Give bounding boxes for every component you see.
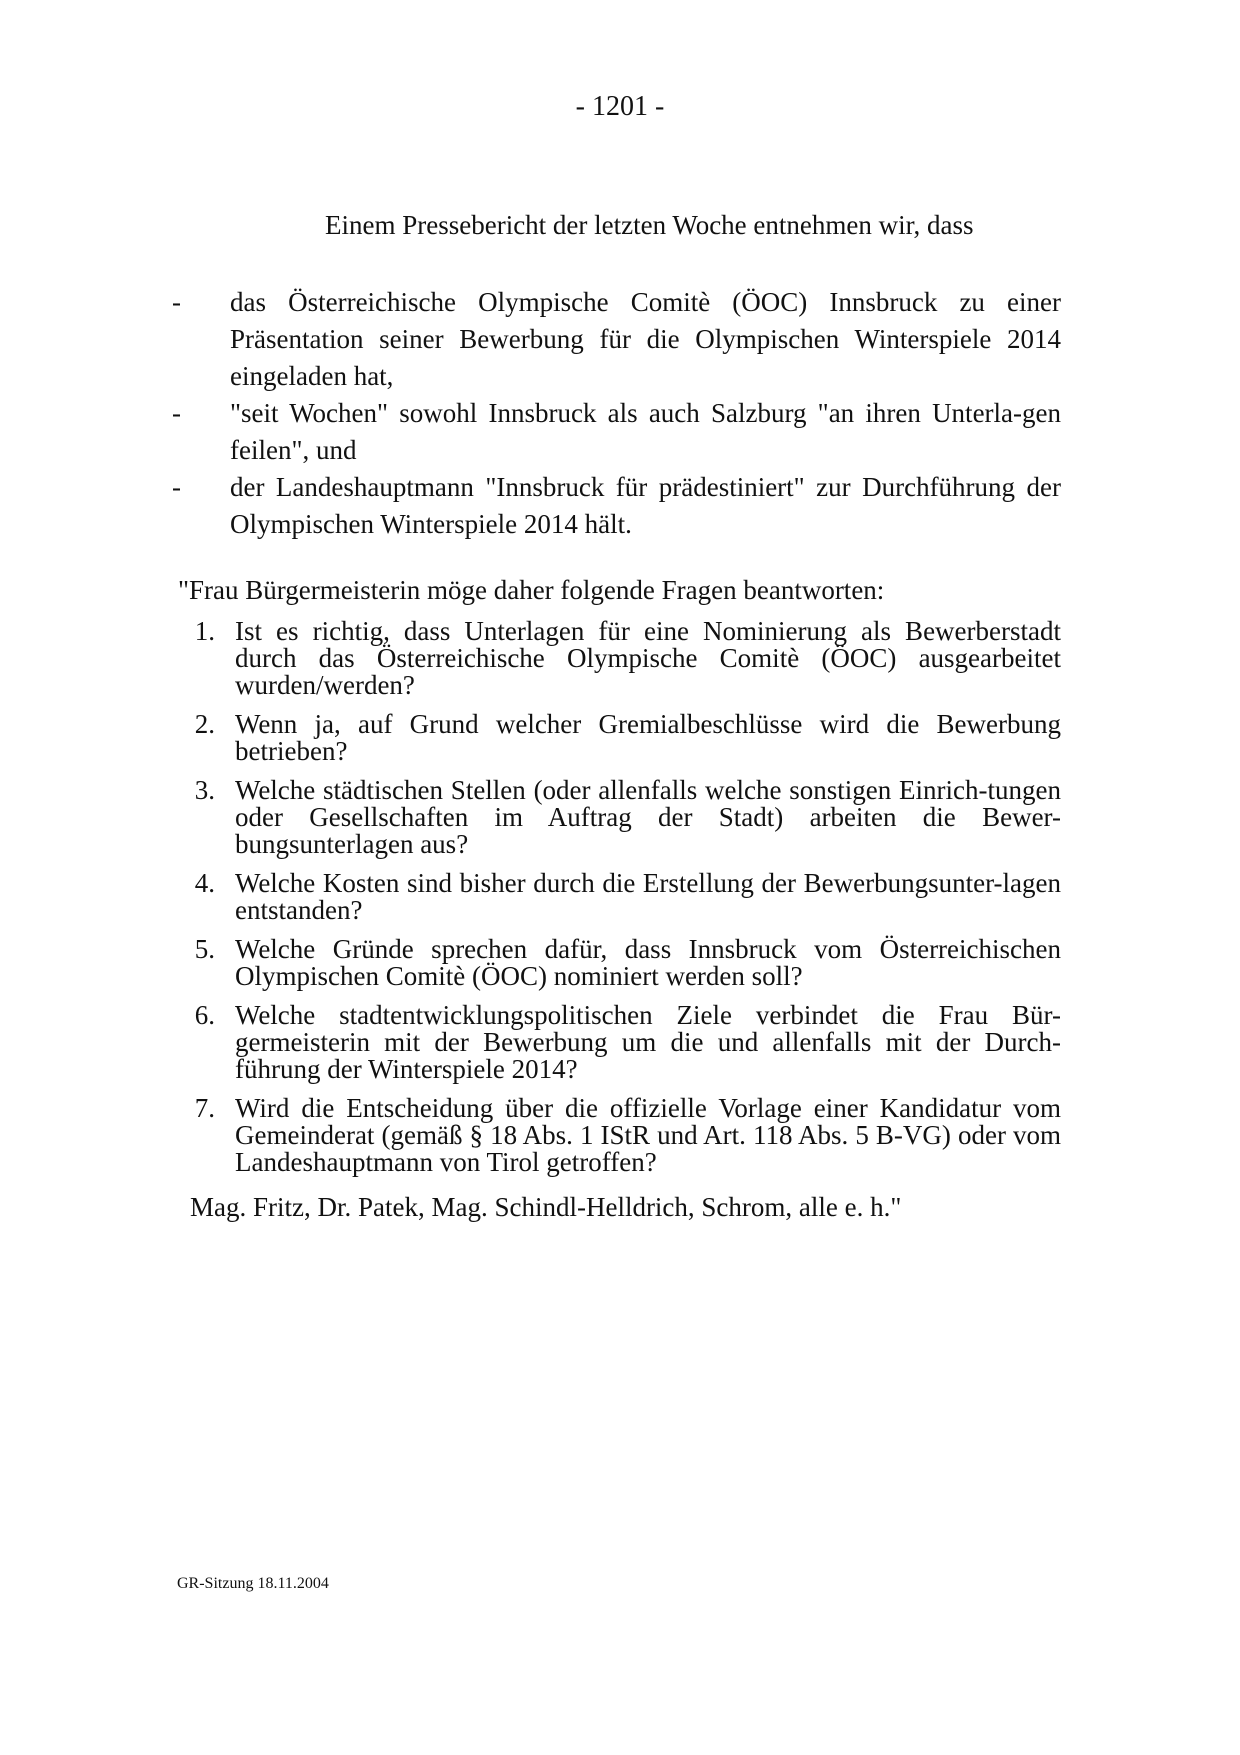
press-report-text: der Landeshauptmann "Innsbruck für prädestiniert" zur Durchführung der Olympischen Winterspiele 2014 hält.	[230, 472, 1061, 539]
press-report-item	[172, 469, 1061, 543]
question-item	[185, 936, 1061, 990]
question-item	[185, 1002, 1061, 1083]
press-report-item	[172, 284, 1061, 395]
press-report-item	[172, 395, 1061, 469]
question-item	[185, 777, 1061, 858]
question-number: 2.	[194, 709, 215, 739]
question-number: 5.	[194, 934, 215, 964]
question-number: 7.	[194, 1093, 215, 1123]
question-item	[185, 870, 1061, 924]
question-number: 4.	[194, 868, 215, 898]
signatories: Mag. Fritz, Dr. Patek, Mag. Schindl-Helldrich, Schrom, alle e. h."	[190, 1192, 902, 1222]
question-number: 1.	[194, 616, 215, 646]
dash-marker: -	[172, 472, 181, 502]
question-text: Wenn ja, auf Grund welcher Gremialbeschlüsse wird die Bewerbung betrieben?	[235, 709, 1061, 766]
page-number: - 1201 -	[575, 91, 665, 122]
question-item	[185, 711, 1061, 765]
question-number: 6.	[194, 1000, 215, 1030]
press-report-text: "seit Wochen" sowohl Innsbruck als auch Salzburg "an ihren Unterla-gen feilen", und	[230, 398, 1061, 465]
question-text: Welche Kosten sind bisher durch die Erstellung der Bewerbungsunter-lagen entstanden?	[235, 868, 1061, 925]
question-text: Welche Gründe sprechen dafür, dass Innsbruck vom Österreichischen Olympischen Comitè (ÖOC) nominiert werden soll?	[235, 934, 1061, 991]
question-text: Ist es richtig, dass Unterlagen für eine Nominierung als Bewerberstadt durch das Österreichische Olympische Comitè (ÖOC) ausgearbeitet wurden/werden?	[235, 616, 1061, 700]
footer-session-date: GR-Sitzung 18.11.2004	[177, 1575, 329, 1592]
question-text: Welche städtischen Stellen (oder allenfalls welche sonstigen Einrich-tungen oder Gesellschaften im Auftrag der Stadt) arbeiten die Bewer-bungsunterlagen aus?	[235, 775, 1061, 859]
question-text: Welche stadtentwicklungspolitischen Ziele verbindet die Frau Bür-germeisterin mit der Bewerbung um die und allenfalls mit der Durch-führung der Winterspiele 2014?	[235, 1000, 1061, 1084]
question-list	[185, 618, 1061, 1188]
dash-marker: -	[172, 398, 181, 428]
question-number: 3.	[194, 775, 215, 805]
question-item	[185, 1095, 1061, 1176]
press-report-list	[172, 284, 1061, 543]
question-lead: "Frau Bürgermeisterin möge daher folgende Fragen beantworten:	[178, 575, 885, 605]
press-report-text: das Österreichische Olympische Comitè (ÖOC) Innsbruck zu einer Präsentation seiner Bewerbung für die Olympischen Winterspiele 2014 eingeladen hat,	[230, 287, 1061, 391]
question-item	[185, 618, 1061, 699]
dash-marker: -	[172, 287, 181, 317]
intro-paragraph: Einem Pressebericht der letzten Woche entnehmen wir, dass	[325, 210, 974, 240]
question-text: Wird die Entscheidung über die offizielle Vorlage einer Kandidatur vom Gemeinderat (gemäß § 18 Abs. 1 IStR und Art. 118 Abs. 5 B-VG) oder vom Landeshauptmann von Tirol getroffen?	[235, 1093, 1061, 1177]
